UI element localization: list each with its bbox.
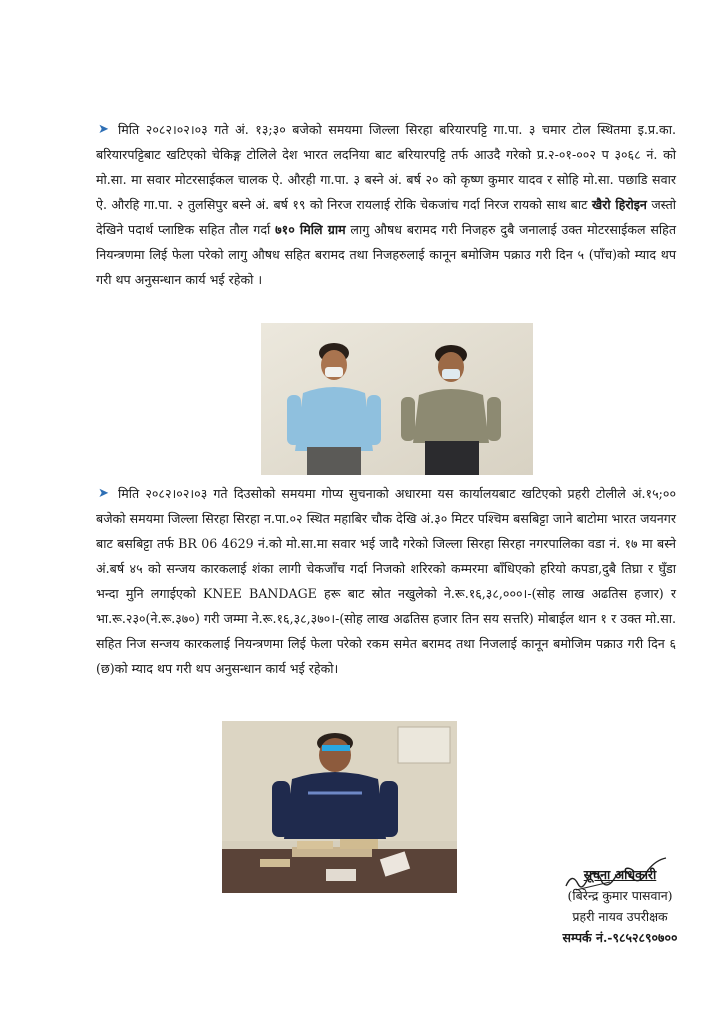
text-segment: मिति २०८२।०२।०३ गते दिउसोको समयमा गोप्य सुचनाको अधारमा यस कार्यालयबाट खटिएको प्रहरी टोलीले अं.१५;०० बजेको समयमा जिल्ला सिरहा सिरहा न.पा.०२ स्थित महाबिर चौक देखि अं.३० मिटर पश्चिम बसबिट्टा जाने बाटोमा भारत जयनगर बाट बसबिट्टा तर्फ BR 06 4629 नं.को मो.सा.मा सवार भई जादै गरेको जिल्ला सिरहा सिरहा नगरपालिका वडा नं. १७ मा बस्ने अं.बर्ष ४५ को सन्जय कारकलाई शंका लागी चेकजाँच गर्दा निजको शरिरको कम्मरमा बाँधिएको हरियो कपडा,दुबै तिघ्रा र घुँडा भन्दा मुनि लगाईएको KNEE BANDAGE हरू बाट स्रोत नखुलेको ने.रू.१६,३८,०००।-(सोह लाख अढतिस हजार) र भा.रू.२३०(ने.रू.३७०) गरी जम्मा ने.रू.१६,३८,३७०।-(सोह लाख अढतिस हजार तिन सय सत्तरि) मोबाईल थान १ र उक्त मो.सा. सहित निज सन्जय कारकलाई नियन्त्रणमा लिई फेला परेको रकम समेत बरामद तथा निजलाई कानून बमोजिम पक्राउ गरी दिन ६ (छ)को म्याद थप गरी थप अनुसन्धान कार्य भई रहेको। — [96, 486, 676, 676]
text-segment: मिति २०८२।०२।०३ गते अं. १३;३० बजेको समयमा जिल्ला सिरहा बरियारपट्टि गा.पा. ३ चमार टोल स्थितमा इ.प्र.का. बरियारपट्टिबाट खटिएको चेकिङ्ग टोलिले देश भारत लदनिया बाट बरियारपट्टि तर्फ आउदै गरेको प्र.२-०१-००२ प ३०६८ नं. को मो.सा. मा सवार मोटरसाईकल चालक ऐ. औरही गा.पा. ३ बस्ने अं. बर्ष २० को कृष्ण कुमार यादव र सोहि मो.सा. पछाडि सवार ऐ. औरहि गा.पा. २ तुलसिपुर बस्ने अं. बर्ष १९ को निरज रायलाई रोकि चेकजांच गर्दा निरज रायको साथ बाट — [96, 122, 676, 212]
officer-name: (बिरेन्द्र कुमार पासवान) — [567, 888, 673, 903]
photo-two-men-illustration — [261, 323, 533, 475]
officer-rank: प्रहरी नायव उपरीक्षक — [572, 909, 668, 924]
drug-name: खैरो हिरोइन — [591, 197, 647, 212]
contact-number: सम्पर्क नं.-९८५२८९०७०० — [562, 930, 678, 945]
text-segment: लागु औषध बरामद गरी निजहरु दुबै जनालाई उक्त मोटरसाईकल सहित नियन्त्रणमा लिई फेला परेको लागु औषध सहित बरामद तथा निजहरुलाई कानून बमोजिम पक्राउ गरी दिन ५ (पाँच)को म्याद थप गरी थप अनुसन्धान कार्य भई रहेको । — [96, 222, 677, 287]
bullet-arrow-icon: ➤ — [98, 486, 109, 501]
signature-block — [540, 864, 700, 948]
drug-weight: ७१० मिलि ग्राम — [275, 222, 346, 237]
info-officer-title: सूचना अधिकारी — [583, 867, 657, 882]
text-segment: जस्तो देखिने पदार्थ प्लाष्टिक सहित तौल गर्दा — [96, 197, 677, 237]
photo-arrested-man-with-cash — [222, 721, 457, 893]
bullet-arrow-icon: ➤ — [98, 122, 109, 137]
report-paragraph-2 — [96, 481, 676, 681]
report-paragraph-1 — [96, 117, 676, 292]
photo-man-cash-illustration — [222, 721, 457, 893]
photo-two-arrested-men — [261, 323, 533, 475]
